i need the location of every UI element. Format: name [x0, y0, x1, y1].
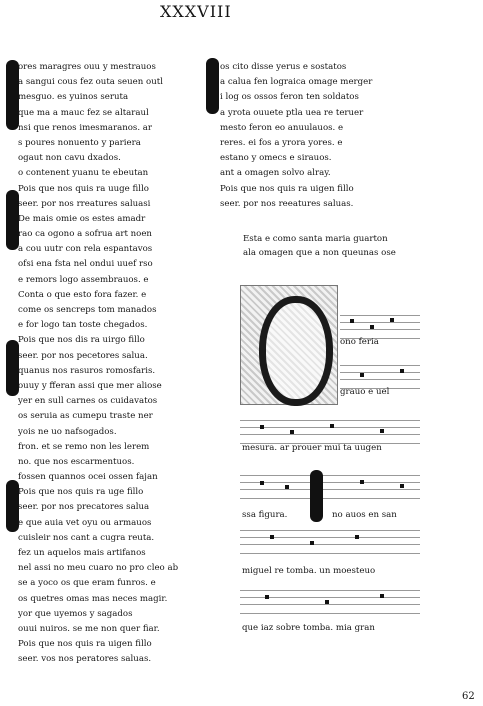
- text-line: ouuy y fferan assi que mer aliose: [18, 380, 162, 391]
- text-line: no. que nos escarmentuos.: [18, 456, 135, 467]
- text-line: Conta o que esto fora fazer. e: [18, 289, 147, 300]
- text-line: Pois que nos dis ra uirgo fillo: [18, 335, 145, 346]
- staff: [340, 365, 420, 389]
- text-line: rao ca ogono a sofrua art noen: [18, 229, 152, 240]
- text-line: ores maragres ouu y mestrauos: [18, 62, 156, 72]
- music-lyric: que iaz sobre tomba. mia gran: [242, 623, 375, 633]
- text-line: a calua fen lograica omage merger: [220, 77, 373, 88]
- staff: [240, 530, 420, 554]
- text-line: ouui nuiros. se me non quer fiar.: [18, 623, 160, 634]
- text-line: quanus nos rasuros romosfaris.: [18, 365, 156, 376]
- neume: [290, 430, 294, 434]
- right-column: [220, 60, 410, 212]
- text-line: De mais omie os estes amadr: [18, 213, 146, 224]
- music-lyric: no auos en san: [332, 510, 397, 520]
- music-lyric: grauo e uel: [340, 387, 390, 397]
- neume: [330, 424, 334, 428]
- neume: [350, 319, 354, 323]
- text-line: os cito disse yerus e sostatos: [220, 62, 347, 72]
- neume: [260, 481, 264, 485]
- neume: [325, 600, 329, 604]
- text-line: yor que uyemos y sagados: [18, 608, 133, 619]
- text-line: ogaut non cavu dxados.: [18, 153, 121, 164]
- text-line: o contenent yuanu te ebeutan: [18, 168, 149, 179]
- text-line: Pois que nos quis ra uigen fillo: [220, 183, 354, 194]
- initial-right-1: [206, 58, 219, 114]
- text-line: fossen quannos ocei ossen fajan: [18, 472, 158, 483]
- text-line: seer. por nos rreatures saluasi: [18, 198, 151, 209]
- text-line: fez un aquelos mais artifanos: [18, 548, 146, 558]
- text-line: reres. ei fos a yrora yores. e: [220, 137, 343, 148]
- text-line: Pois que nos quis ra uuge fillo: [18, 183, 149, 194]
- neume: [370, 325, 374, 329]
- music-lyric: ssa figura.: [242, 510, 288, 520]
- text-line: a sangui cous fez outa seuen outl: [18, 77, 163, 88]
- caption-line: Esta e como santa maria guarton: [243, 234, 388, 244]
- music-lyric: mesura. ar prouer mui ta uugen: [242, 443, 382, 453]
- text-line: yer en sull carnes os cuidavatos: [18, 396, 158, 407]
- neume: [265, 595, 269, 599]
- text-line: s poures nonuento y pariera: [18, 137, 141, 148]
- staff: [240, 475, 420, 499]
- text-line: seer. por nos pecetores salua.: [18, 350, 148, 361]
- neume: [380, 429, 384, 433]
- music-section: [240, 285, 420, 645]
- text-line: se a yoco os que eram funros. e: [18, 578, 156, 589]
- text-line: os seruia as cumepu traste ner: [18, 411, 153, 422]
- text-line: ant a omagen solvo alray.: [220, 168, 331, 179]
- neume: [270, 535, 274, 539]
- text-line: que ma a mauc fez se altaraul: [18, 107, 149, 118]
- neume: [360, 480, 364, 484]
- text-line: i log os ossos feron ten soldatos: [220, 92, 359, 103]
- caption: [243, 232, 433, 260]
- illuminated-letter: [259, 296, 333, 406]
- text-line: seer. por nos reeatures saluas.: [220, 198, 354, 209]
- text-line: Pois que nos quis ra uge fillo: [18, 487, 144, 498]
- text-line: seer. por nos precatores salua: [18, 502, 150, 513]
- neume: [400, 369, 404, 373]
- text-line: ofsi ena fsta nel ondui uuef rso: [18, 259, 153, 270]
- text-line: seer. vos nos peratores saluas.: [18, 654, 152, 665]
- text-line: estano y omecs e sirauos.: [220, 153, 332, 164]
- neume: [310, 541, 314, 545]
- text-line: Pois que nos quis ra uigen fillo: [18, 639, 152, 650]
- text-line: come os sencreps tom manados: [18, 305, 157, 315]
- text-line: os quetres omas mas neces magir.: [18, 593, 168, 604]
- text-line: e for logo tan toste chegados.: [18, 320, 148, 331]
- left-column: [18, 60, 196, 668]
- text-line: e que auia vet oyu ou armauos: [18, 517, 152, 528]
- caption-line: ala omagen que a non queunas ose: [243, 248, 396, 258]
- text-line: nsi que renos imesmaranos. ar: [18, 122, 153, 133]
- text-line: mesguo. es yuinos seruta: [18, 92, 129, 103]
- text-line: a cou uutr con rela espantavos: [18, 244, 153, 255]
- music-lyric: ono feria: [340, 337, 379, 347]
- neume: [390, 318, 394, 322]
- text-line: mesto feron eo anuulauos. e: [220, 122, 344, 133]
- neume: [400, 484, 404, 488]
- neume: [380, 594, 384, 598]
- page-number: 62: [462, 691, 475, 702]
- neume: [285, 485, 289, 489]
- text-line: e remors logo assembrauos. e: [18, 274, 149, 285]
- neume: [355, 535, 359, 539]
- folio-top: XXXVIII: [160, 2, 232, 21]
- neume: [360, 373, 364, 377]
- text-line: a yrota ouuete ptla uea re teruer: [220, 107, 364, 118]
- music-lyric: miguel re tomba. un moesteuo: [242, 566, 376, 576]
- text-line: yois ne uo nafsogados.: [18, 426, 117, 437]
- illuminated-initial: [240, 285, 338, 405]
- text-line: nel assi no meu cuaro no pro cleo ab: [18, 563, 179, 574]
- staff: [240, 590, 420, 614]
- initial-music: [310, 470, 323, 522]
- text-line: fron. et se remo non les lerem: [18, 441, 150, 452]
- neume: [260, 425, 264, 429]
- text-line: cuisleir nos cant a cugra reuta.: [18, 532, 155, 543]
